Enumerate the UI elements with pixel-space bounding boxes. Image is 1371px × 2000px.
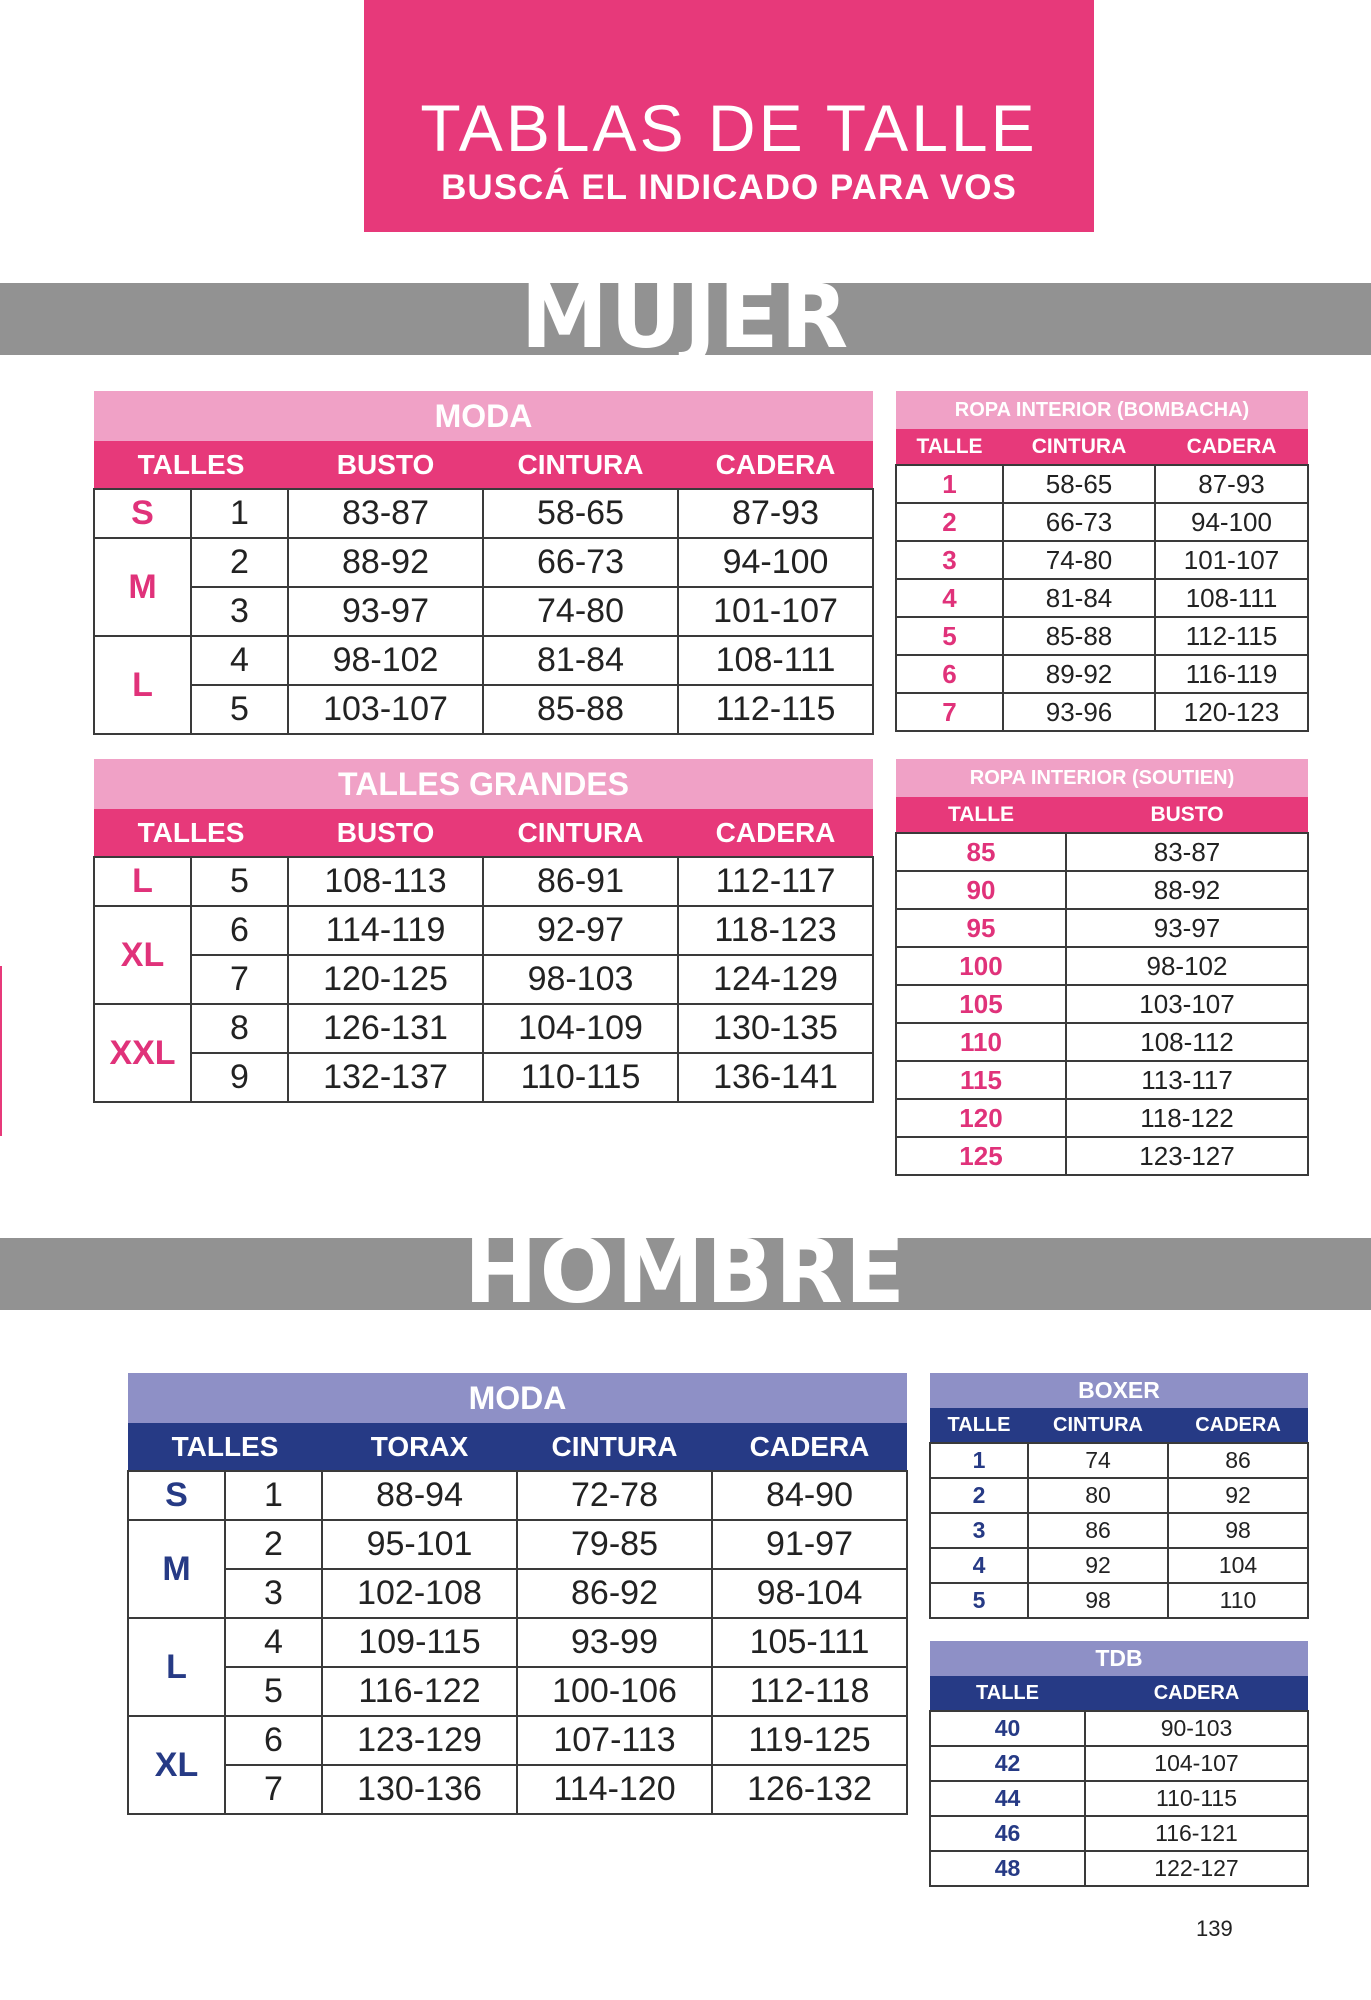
table-cell: 93-99	[517, 1618, 712, 1667]
table-cell: 6	[225, 1716, 322, 1765]
size-label: 110	[896, 1023, 1066, 1061]
table-title: ROPA INTERIOR (SOUTIEN)	[896, 759, 1308, 797]
table-cell: 6	[191, 906, 288, 955]
table-cell: 112-115	[678, 685, 873, 734]
table-cell: 92-97	[483, 906, 678, 955]
table-cell: 93-97	[288, 587, 483, 636]
table-row	[896, 985, 1308, 1023]
table-row	[896, 617, 1308, 655]
table-cell: 72-78	[517, 1471, 712, 1520]
size-label: 4	[896, 579, 1003, 617]
table-row	[94, 685, 873, 734]
section-title-mujer: MUJER	[520, 265, 851, 368]
table-cell: 88-92	[288, 538, 483, 587]
size-label: 4	[930, 1548, 1028, 1583]
table-cell: 7	[191, 955, 288, 1004]
table-cell: 95-101	[322, 1520, 517, 1569]
column-header: CINTURA	[483, 441, 678, 489]
table-cell: 90-103	[1085, 1711, 1308, 1746]
table-cell: 118-122	[1066, 1099, 1308, 1137]
table-cell: 109-115	[322, 1618, 517, 1667]
hombre-tdb-table	[929, 1641, 1309, 1887]
table-cell: 92	[1028, 1548, 1168, 1583]
table-cell: 113-117	[1066, 1061, 1308, 1099]
table-row	[94, 955, 873, 1004]
column-header: CINTURA	[1003, 429, 1155, 465]
table-cell: 4	[225, 1618, 322, 1667]
table-cell: 112-115	[1155, 617, 1308, 655]
table-cell: 74	[1028, 1443, 1168, 1478]
size-label: 42	[930, 1746, 1085, 1781]
table-row	[930, 1443, 1308, 1478]
section-band-mujer	[0, 265, 1371, 368]
table-cell: 132-137	[288, 1053, 483, 1102]
size-label: XL	[128, 1716, 225, 1814]
table-cell: 112-117	[678, 857, 873, 906]
table-row	[896, 579, 1308, 617]
table-cell: 100-106	[517, 1667, 712, 1716]
size-label: 46	[930, 1816, 1085, 1851]
size-label: 105	[896, 985, 1066, 1023]
table-cell: 101-107	[678, 587, 873, 636]
table-row	[128, 1667, 907, 1716]
table-cell: 112-118	[712, 1667, 907, 1716]
size-label: 2	[896, 503, 1003, 541]
table-cell: 86-92	[517, 1569, 712, 1618]
table-cell: 81-84	[1003, 579, 1155, 617]
column-header: TALLES	[94, 441, 288, 489]
table-cell: 88-92	[1066, 871, 1308, 909]
size-label: 100	[896, 947, 1066, 985]
column-header: CADERA	[1168, 1408, 1308, 1443]
table-row	[128, 1618, 907, 1667]
size-label: 115	[896, 1061, 1066, 1099]
table-cell: 1	[225, 1471, 322, 1520]
table-cell: 98	[1028, 1583, 1168, 1618]
size-label: 3	[930, 1513, 1028, 1548]
table-row	[930, 1548, 1308, 1583]
table-cell: 83-87	[1066, 833, 1308, 871]
table-cell: 120-123	[1155, 693, 1308, 731]
table-cell: 5	[191, 857, 288, 906]
table-row	[896, 503, 1308, 541]
table-row	[930, 1513, 1308, 1548]
column-header: CINTURA	[483, 809, 678, 857]
table-cell: 93-96	[1003, 693, 1155, 731]
table-cell: 98-104	[712, 1569, 907, 1618]
table-cell: 86	[1028, 1513, 1168, 1548]
table-title: TALLES GRANDES	[94, 759, 873, 809]
size-label: M	[128, 1520, 225, 1618]
table-cell: 101-107	[1155, 541, 1308, 579]
table-row	[94, 636, 873, 685]
table-row	[896, 541, 1308, 579]
page-subtitle: BUSCÁ EL INDICADO PARA VOS	[441, 168, 1017, 207]
table-cell: 85-88	[1003, 617, 1155, 655]
hombre-moda-table	[127, 1373, 908, 1815]
size-label: 1	[896, 465, 1003, 503]
size-label: 1	[930, 1443, 1028, 1478]
table-cell: 104	[1168, 1548, 1308, 1583]
size-label: M	[94, 538, 191, 636]
column-header: TALLE	[896, 429, 1003, 465]
table-cell: 126-131	[288, 1004, 483, 1053]
table-row	[930, 1746, 1308, 1781]
size-label: 48	[930, 1851, 1085, 1886]
table-row	[128, 1569, 907, 1618]
table-cell: 9	[191, 1053, 288, 1102]
table-cell: 108-111	[1155, 579, 1308, 617]
size-label: 95	[896, 909, 1066, 947]
header-banner	[364, 0, 1094, 232]
table-row	[896, 465, 1308, 503]
table-row	[896, 693, 1308, 731]
column-header: CINTURA	[1028, 1408, 1168, 1443]
table-cell: 83-87	[288, 489, 483, 538]
mujer-moda-table	[93, 391, 874, 735]
table-cell: 114-120	[517, 1765, 712, 1814]
mujer-bombacha-table	[895, 391, 1309, 732]
table-cell: 3	[225, 1569, 322, 1618]
table-row	[896, 1023, 1308, 1061]
table-cell: 93-97	[1066, 909, 1308, 947]
column-header: TALLES	[94, 809, 288, 857]
column-header: CADERA	[678, 441, 873, 489]
mujer-grandes-table	[93, 759, 874, 1103]
size-label: 5	[896, 617, 1003, 655]
table-cell: 2	[191, 538, 288, 587]
table-cell: 102-108	[322, 1569, 517, 1618]
column-header: CADERA	[1085, 1676, 1308, 1711]
table-row	[128, 1520, 907, 1569]
table-cell: 130-136	[322, 1765, 517, 1814]
table-cell: 4	[191, 636, 288, 685]
table-row	[930, 1478, 1308, 1513]
table-row	[896, 833, 1308, 871]
table-row	[896, 871, 1308, 909]
table-row	[94, 1053, 873, 1102]
table-cell: 116-121	[1085, 1816, 1308, 1851]
size-label: 85	[896, 833, 1066, 871]
table-row	[94, 1004, 873, 1053]
table-row	[930, 1781, 1308, 1816]
table-row	[94, 489, 873, 538]
table-cell: 108-111	[678, 636, 873, 685]
table-cell: 94-100	[1155, 503, 1308, 541]
table-cell: 103-107	[288, 685, 483, 734]
table-cell: 119-125	[712, 1716, 907, 1765]
size-label: 7	[896, 693, 1003, 731]
table-cell: 92	[1168, 1478, 1308, 1513]
table-cell: 2	[225, 1520, 322, 1569]
table-cell: 98	[1168, 1513, 1308, 1548]
table-row	[930, 1851, 1308, 1886]
column-header: TALLES	[128, 1423, 322, 1471]
table-cell: 89-92	[1003, 655, 1155, 693]
hombre-boxer-table	[929, 1373, 1309, 1619]
size-label: L	[128, 1618, 225, 1716]
table-cell: 66-73	[483, 538, 678, 587]
size-label: 125	[896, 1137, 1066, 1175]
table-cell: 7	[225, 1765, 322, 1814]
table-cell: 110	[1168, 1583, 1308, 1618]
table-title: ROPA INTERIOR (BOMBACHA)	[896, 391, 1308, 429]
table-cell: 85-88	[483, 685, 678, 734]
table-row	[94, 587, 873, 636]
table-title: BOXER	[930, 1373, 1308, 1408]
table-cell: 108-113	[288, 857, 483, 906]
column-header: CINTURA	[517, 1423, 712, 1471]
column-header: TALLE	[896, 797, 1066, 833]
table-cell: 1	[191, 489, 288, 538]
size-label: 2	[930, 1478, 1028, 1513]
size-label: 5	[930, 1583, 1028, 1618]
table-cell: 126-132	[712, 1765, 907, 1814]
table-cell: 116-122	[322, 1667, 517, 1716]
table-cell: 120-125	[288, 955, 483, 1004]
table-cell: 5	[225, 1667, 322, 1716]
column-header: BUSTO	[288, 441, 483, 489]
column-header: CADERA	[712, 1423, 907, 1471]
edge-accent	[0, 966, 2, 1136]
table-row	[94, 857, 873, 906]
table-title: MODA	[94, 391, 873, 441]
table-row	[94, 538, 873, 587]
table-row	[896, 1061, 1308, 1099]
table-row	[896, 909, 1308, 947]
table-cell: 124-129	[678, 955, 873, 1004]
table-title: MODA	[128, 1373, 907, 1423]
size-label: 120	[896, 1099, 1066, 1137]
table-cell: 105-111	[712, 1618, 907, 1667]
table-cell: 84-90	[712, 1471, 907, 1520]
table-row	[128, 1471, 907, 1520]
size-label: S	[128, 1471, 225, 1520]
table-row	[896, 947, 1308, 985]
table-title: TDB	[930, 1641, 1308, 1676]
table-cell: 87-93	[678, 489, 873, 538]
table-cell: 98-102	[288, 636, 483, 685]
table-cell: 116-119	[1155, 655, 1308, 693]
table-cell: 108-112	[1066, 1023, 1308, 1061]
table-cell: 86-91	[483, 857, 678, 906]
table-row	[930, 1816, 1308, 1851]
size-label: 3	[896, 541, 1003, 579]
table-cell: 123-129	[322, 1716, 517, 1765]
table-cell: 74-80	[483, 587, 678, 636]
table-cell: 8	[191, 1004, 288, 1053]
table-cell: 87-93	[1155, 465, 1308, 503]
table-cell: 58-65	[483, 489, 678, 538]
table-cell: 88-94	[322, 1471, 517, 1520]
table-row	[896, 1137, 1308, 1175]
size-label: L	[94, 857, 191, 906]
table-row	[94, 906, 873, 955]
table-cell: 5	[191, 685, 288, 734]
page-number: 139	[1196, 1916, 1233, 1941]
table-cell: 66-73	[1003, 503, 1155, 541]
table-cell: 58-65	[1003, 465, 1155, 503]
table-row	[896, 1099, 1308, 1137]
column-header: BUSTO	[288, 809, 483, 857]
table-cell: 74-80	[1003, 541, 1155, 579]
size-label: L	[94, 636, 191, 734]
table-cell: 94-100	[678, 538, 873, 587]
page-title: TABLAS DE TALLE	[420, 91, 1038, 165]
table-cell: 104-107	[1085, 1746, 1308, 1781]
table-row	[128, 1765, 907, 1814]
table-cell: 86	[1168, 1443, 1308, 1478]
table-row	[896, 655, 1308, 693]
table-cell: 80	[1028, 1478, 1168, 1513]
size-label: XXL	[94, 1004, 191, 1102]
table-cell: 122-127	[1085, 1851, 1308, 1886]
size-label: 90	[896, 871, 1066, 909]
size-label: S	[94, 489, 191, 538]
table-cell: 79-85	[517, 1520, 712, 1569]
column-header: TALLE	[930, 1408, 1028, 1443]
column-header: BUSTO	[1066, 797, 1308, 833]
table-cell: 81-84	[483, 636, 678, 685]
table-cell: 98-103	[483, 955, 678, 1004]
size-label: 6	[896, 655, 1003, 693]
table-cell: 3	[191, 587, 288, 636]
table-cell: 110-115	[1085, 1781, 1308, 1816]
table-cell: 91-97	[712, 1520, 907, 1569]
table-cell: 110-115	[483, 1053, 678, 1102]
column-header: CADERA	[1155, 429, 1308, 465]
table-cell: 104-109	[483, 1004, 678, 1053]
table-cell: 130-135	[678, 1004, 873, 1053]
size-label: 44	[930, 1781, 1085, 1816]
column-header: TORAX	[322, 1423, 517, 1471]
table-cell: 114-119	[288, 906, 483, 955]
size-label: 40	[930, 1711, 1085, 1746]
column-header: TALLE	[930, 1676, 1085, 1711]
mujer-soutien-table	[895, 759, 1309, 1176]
table-row	[930, 1711, 1308, 1746]
column-header: CADERA	[678, 809, 873, 857]
table-cell: 98-102	[1066, 947, 1308, 985]
table-row	[930, 1583, 1308, 1618]
table-cell: 123-127	[1066, 1137, 1308, 1175]
table-cell: 118-123	[678, 906, 873, 955]
table-row	[128, 1716, 907, 1765]
section-title-hombre: HOMBRE	[464, 1220, 907, 1323]
table-cell: 107-113	[517, 1716, 712, 1765]
table-cell: 103-107	[1066, 985, 1308, 1023]
table-cell: 136-141	[678, 1053, 873, 1102]
size-label: XL	[94, 906, 191, 1004]
section-band-hombre	[0, 1220, 1371, 1323]
